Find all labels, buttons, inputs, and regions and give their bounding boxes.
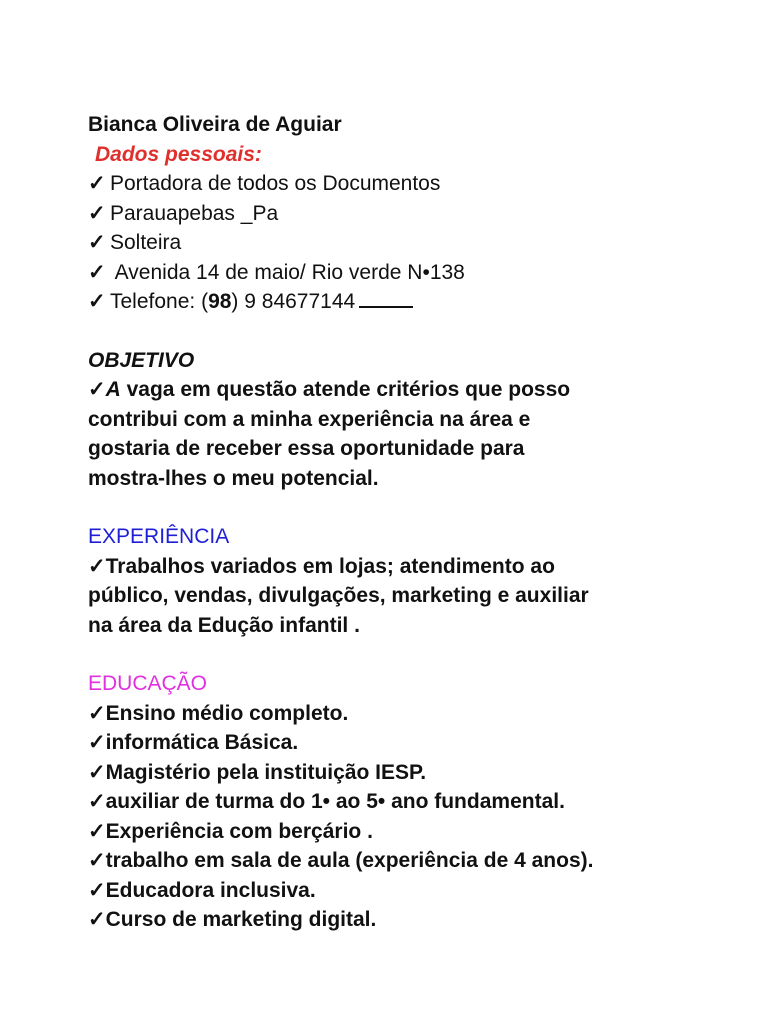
list-item: ✓informática Básica. [88, 728, 748, 758]
check-icon: ✓ [88, 260, 106, 284]
check-icon: ✓ [88, 172, 106, 195]
list-item: ✓Educadora inclusiva. [88, 876, 748, 906]
check-icon: ✓ [88, 231, 106, 254]
list-item: ✓auxiliar de turma do 1• ao 5• ano fundamental. [88, 787, 748, 817]
check-icon: ✓ [88, 790, 106, 813]
list-item: ✓trabalho em sala de aula (experiência de 4 anos). [88, 846, 748, 876]
objective-heading: OBJETIVO [88, 348, 195, 372]
personal-item: ✓ Solteira [88, 228, 748, 258]
resume-document [88, 110, 748, 935]
blank-underline [359, 288, 413, 308]
personal-item: ✓ Parauapebas _Pa [88, 199, 748, 229]
personal-item: ✓ Avenida 14 de maio/ Rio verde N•138 [88, 258, 748, 288]
check-icon: ✓ [88, 731, 106, 754]
check-icon: ✓ [88, 819, 106, 843]
list-item: ✓Magistério pela instituição IESP. [88, 758, 748, 788]
list-item: ✓Curso de marketing digital. [88, 905, 748, 935]
person-name: Bianca Oliveira de Aguiar [88, 113, 342, 136]
phone-line [88, 287, 748, 317]
personal-item: ✓ Portadora de todos os Documentos [88, 169, 748, 199]
experience-heading: EXPERIÊNCIA [88, 525, 230, 548]
check-icon: ✓ [88, 760, 106, 784]
check-icon: ✓ [88, 849, 106, 872]
list-item: ✓Ensino médio completo. [88, 699, 748, 729]
check-icon: ✓ [88, 878, 106, 902]
check-icon: ✓ [88, 378, 106, 401]
check-icon: ✓ [88, 201, 106, 225]
check-icon: ✓ [88, 290, 106, 313]
phone-prefix: Telefone: ( [110, 290, 209, 313]
check-icon: ✓ [88, 701, 106, 725]
check-icon: ✓ [88, 908, 106, 931]
objective-text: ✓A vaga em questão atende critérios que posso contribui com a minha experiência na área e gostaria de receber essa oportunidade para mostra-lhes o meu potencial. [88, 375, 748, 493]
check-icon: ✓ [88, 554, 106, 578]
education-heading: EDUCAÇÃO [88, 672, 208, 695]
experience-text: ✓Trabalhos variados em lojas; atendimento ao público, vendas, divulgações, marketing e auxiliar na área da Edução infantil . [88, 552, 748, 641]
personal-data-heading: Dados pessoais: [95, 142, 262, 166]
education-list [88, 699, 748, 935]
phone-number: ) 9 84677144 [231, 290, 356, 313]
list-item: ✓Experiência com berçário . [88, 817, 748, 847]
phone-area-code: 98 [208, 290, 232, 313]
